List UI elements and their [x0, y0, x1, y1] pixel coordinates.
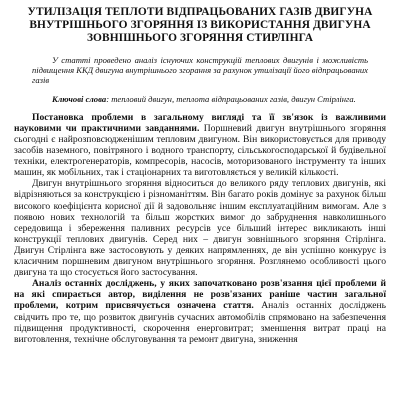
- article-title: [14, 6, 386, 45]
- title-line-1: УТИЛІЗАЦІЯ ТЕПЛОТИ ВІДПРАЦЬОВАНИХ ГАЗІВ ДВИГУНА: [27, 6, 373, 18]
- problem-statement-text: Поршневий двигун внутрішнього згоряння сьогодні є найрозповсюдженішим тепловим двигуном. Він використовується для приводу засобів наземного, повітряного і водного транспорту, сільськогосподарської й будівельної техніки, електрогенераторів, компресорів, насосів, моторизованого інструменту та інших машин, як мобільних, так і стаціонарних та виготовляється у великій кількості.: [14, 122, 386, 179]
- literature-analysis-heading: Аналіз останніх досліджень, у яких започатковано розв'язання цієї проблеми й на які спирається автор, виділення не розв'язаних раніше частин загальної проблеми, котрим присвячується означена стаття.: [14, 278, 386, 312]
- paragraph-problem-statement: [14, 112, 386, 179]
- literature-analysis-text: Аналіз останніх досліджень свідчить про те, що розвиток двигунів сучасних автомобілів спрямовано на забезпечення підвищення продуктивності, скорочення енерговитрат; зменшення витрат праці на виготовлення, технічне обслуговування та ремонт двигуна, зниження: [14, 300, 386, 345]
- problem-statement-heading: Постановка проблеми в загальному вигляді та її зв'язок із важливими науковими чи практичними завданнями.: [14, 111, 386, 134]
- keywords: [32, 94, 368, 104]
- title-line-2: ВНУТРІШНЬОГО ЗГОРЯННЯ ІЗ ВИКОРИСТАННЯ ДВИГУНА: [29, 19, 371, 31]
- keywords-text: : тепловий двигун, теплота відпрацьованих газів, двигун Стірлінга.: [106, 93, 356, 104]
- paragraph-literature-analysis: [14, 278, 386, 345]
- paragraph-engine-types: Двигун внутрішнього згоряння відноситься до великого ряду теплових двигунів, які відрізняються за конструкцією і різноманіттям. Він багато років домінує за рахунок більш високого коефіцієнта корисної дії й задовольняє іншим експлуатаційним вимогам. Але з появою нових технологій та більш жорстких вимог до забруднення навколишнього середовища і збереження паливних ресурсів усе більший інтерес викликають інші конструкції теплових двигунів. Серед них – двигун зовнішнього згоряння Стірлінга. Двигун Стірлінга вже застосовують у деяких напрямленнях, де він успішно конкурує із класичним поршневим двигуном внутрішнього згоряння. Розглянемо особливості цього двигуна та що стосується його застосування.: [14, 178, 386, 279]
- title-line-3: ЗОВНІШНЬОГО ЗГОРЯННЯ СТИРЛІНГА: [86, 32, 314, 44]
- abstract: У статті проведено аналіз існуючих конструкцій теплових двигунів і можливість підвищення ККД двигуна внутрішнього згорання за рахунок утилізації його відпрацьованих газів: [32, 55, 368, 86]
- keywords-label: Ключові слова: [52, 93, 107, 104]
